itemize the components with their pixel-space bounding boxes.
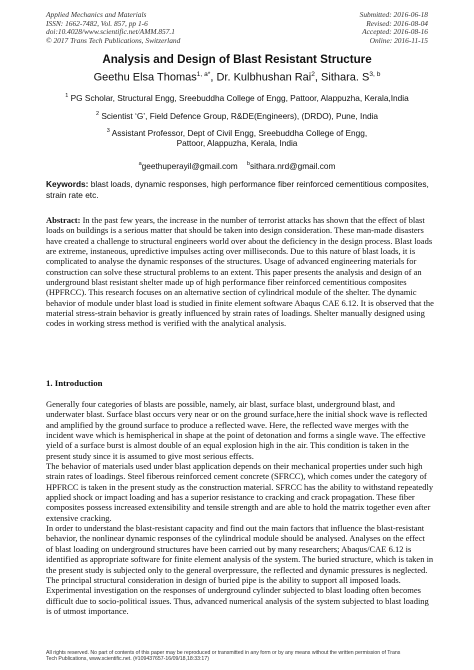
affiliation-1 bbox=[30, 91, 444, 103]
affiliation-text: Assistant Professor, Dept of Civil Engg, Sreebuddha College of Engg, bbox=[111, 127, 368, 138]
journal-copyright: © 2017 Trans Tech Publications, Switzerland bbox=[46, 35, 181, 45]
author-affiliation-mark: 3, b bbox=[369, 71, 381, 78]
keywords-section bbox=[46, 179, 431, 200]
journal-info-header bbox=[46, 11, 180, 45]
affiliation-text: PG Scholar, Structural Engg, Sreebuddha College of Engg, Pattoor, Alappuzha, Kerala,India bbox=[70, 92, 409, 103]
email-link[interactable]: sithara.nrd@gmail.com bbox=[249, 160, 336, 171]
introduction-body bbox=[46, 399, 434, 616]
dates-header bbox=[360, 11, 428, 45]
affiliation-number: 1 bbox=[65, 93, 69, 99]
author-emails bbox=[30, 159, 444, 171]
affiliation-text: Scientist ‘G’, Field Defence Group, R&DE(Engineers), (DRDO), Pune, India bbox=[101, 110, 379, 121]
affiliation-number: 2 bbox=[95, 111, 100, 117]
journal-issn: ISSN: 1662-7482, Vol. 857, pp 1-6 bbox=[46, 18, 148, 28]
date-revised: Revised: 2016-08-04 bbox=[366, 18, 428, 28]
keywords-text: blast loads, dynamic responses, high performance fiber reinforced cementitious composites, strain rate etc. bbox=[46, 179, 429, 200]
author-list bbox=[0, 71, 474, 84]
author-name: Sithara. S bbox=[321, 71, 370, 84]
author-affiliation-mark: 1, a* bbox=[196, 71, 211, 78]
email-mark: a bbox=[138, 161, 142, 167]
author-separator: , bbox=[314, 71, 322, 84]
affiliation-3 bbox=[30, 126, 444, 149]
paragraph: In order to understand the blast-resistant capacity and find out the main factors that influence the blast-resistant behavior, the nonlinear dynamic responses of the cylindrical module should be analysed. Analyses on the effect of blast loading on underground structures have been carried out by many researchers; Abaqus/CAE 6.12 is identified as appropriate software for finite element analysis of the system. The buried structure, which is taken in the present study is subjected only to the general overpressure, the reflected and dynamic pressures is neglected. The principal structural consideration in design of buried pipe is the ability to support all imposed loads. Experimental investigation on the responses of underground cylinder subjected to blast loading often becomes difficult due to socio-political issues. Thus, advanced numerical analysis of the system subjected to blast loading is of utmost importance. bbox=[46, 523, 434, 616]
email-link[interactable]: geethuperayil@gmail.com bbox=[141, 160, 238, 171]
date-submitted: Submitted: 2016-06-18 bbox=[359, 10, 428, 19]
journal-doi[interactable]: doi:10.4028/www.scientific.net/AMM.857.1 bbox=[46, 27, 175, 37]
footer-line: All rights reserved. No part of contents of this paper may be reproduced or transmitted in any form or by any means without the written permission of Trans bbox=[46, 650, 401, 656]
abstract-section bbox=[46, 215, 434, 329]
abstract-label: Abstract: bbox=[46, 215, 81, 225]
section-heading-introduction: 1. Introduction bbox=[46, 378, 103, 388]
copyright-footer bbox=[46, 650, 442, 663]
affiliation-text-continued: Pattoor, Alappuzha, Kerala, India bbox=[176, 138, 298, 149]
paper-title: Analysis and Design of Blast Resistant Structure bbox=[102, 53, 372, 66]
email-mark: b bbox=[246, 161, 250, 167]
author-separator: , bbox=[210, 71, 217, 84]
keywords-label: Keywords: bbox=[46, 179, 89, 189]
journal-name: Applied Mechanics and Materials bbox=[46, 10, 147, 19]
paragraph: Generally four categories of blasts are possible, namely, air blast, surface blast, underground blast, and underwater blast. Surface blast occurs very near or on the ground surface,here the initial shock wave is reflected and amplified by the ground surface to produce a reflected wave. Here, the reflected wave merges with the incident wave which is hemispherical in shape at the point of detonation and forms a single wave. The effective yield of a surface burst is almost double of an equal explosion high in the air. This condition is taken in the present study since it is assumed to give most serious effects. bbox=[46, 399, 428, 461]
date-accepted: Accepted: 2016-08-16 bbox=[362, 27, 428, 37]
affiliation-number: 3 bbox=[106, 128, 110, 134]
footer-line: Tech Publications, www.scientific.net. (#109437657-16/09/18,18:33:17) bbox=[46, 656, 209, 663]
abstract-text: In the past few years, the increase in the number of terrorist attacks has shown that the effect of blast loads on buildings is a serious matter that should be taken into design consideration. These man-made disasters have created a challenge to structural engineers world over about the deficiency in the design process. Blast loads are extreme, instaneous, upredictive impulses acting over milliseconds. Due to this nature of blast loads, it is complicated to analyse the dynamic responses of the structures. Usage of advanced engineering materials for construction can solve these structural problems to an extent. This paper presents the analysis and design of an underground blast resistant shelter made up of high performance fiber reinforced cementitious composites (HPFRCC). This research focuses on an alternative section of cylindrical module of the shelter. The dynamic behavior of module under blast load is studied in finite element software Abaqus CAE 6.12. It is observed that the material stress-strain behavior is greatly influenced by strain rates of loadings. Shelter manually designed using codes in working stress method is verified with the analytical analysis. bbox=[46, 215, 434, 329]
paragraph: The behavior of materials used under blast application depends on their mechanical properties under such high strain rates of loadings. Steel fiberous reinforced cement concrete (SFRCC), which comes under the category of HPFRCC is taken in the present study as the construction material. SFRCC has the ability to withstand repeatedly applied shock or impact loading and has a superior resistance to cracking and crack propagation. These fiber composites possess increased extensibility and tensile strength and are able to hold the matrix together even after extensive cracking. bbox=[46, 461, 434, 523]
affiliation-2 bbox=[30, 109, 444, 121]
author-name: Geethu Elsa Thomas bbox=[93, 71, 197, 84]
author-affiliation-mark: 2 bbox=[311, 71, 315, 78]
date-online: Online: 2016-11-15 bbox=[369, 35, 428, 45]
author-name: Dr. Kulbhushan Rai bbox=[216, 71, 312, 84]
